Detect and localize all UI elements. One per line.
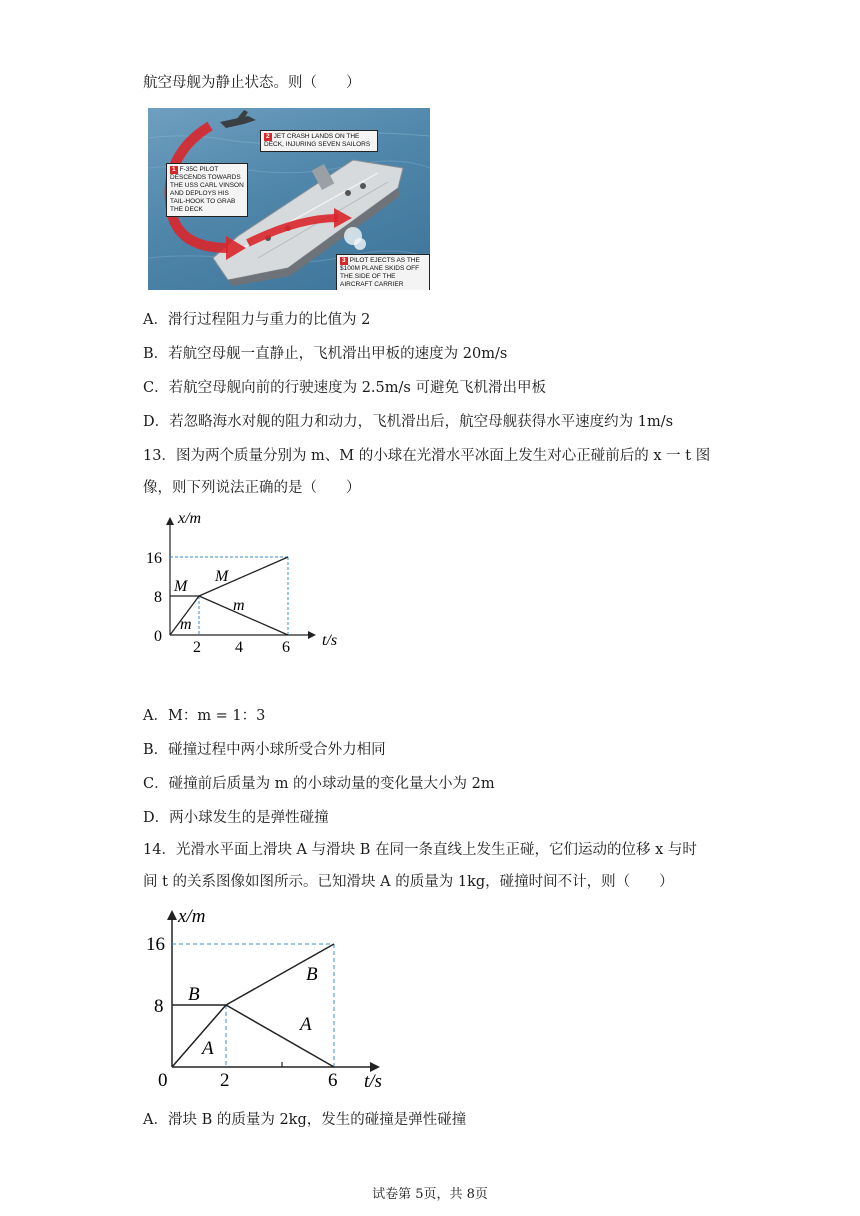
q14-x-axis-label: t/s bbox=[364, 1071, 382, 1092]
q13-label-M-before: M bbox=[174, 578, 188, 595]
photo-caption-3 bbox=[336, 254, 430, 290]
page-footer: 试卷第 5页，共 8页 bbox=[372, 1187, 488, 1202]
q14-x-tick-6: 6 bbox=[328, 1070, 338, 1091]
q12-option-d: D．若忽略海水对舰的阻力和动力，飞机滑出后，航空母舰获得水平速度约为 1m/s bbox=[143, 414, 674, 430]
q13-stem-line-1: 13．图为两个质量分别为 m、M 的小球在光滑水平冰面上发生对心正碰前后的 x 一 t 图 bbox=[143, 448, 711, 464]
q12-option-c: C．若航空母舰向前的行驶速度为 2.5m/s 可避免飞机滑出甲板 bbox=[143, 380, 546, 396]
q13-label-M-after: M bbox=[215, 568, 229, 585]
q13-y-arrow bbox=[166, 517, 174, 525]
q14-y-arrow bbox=[167, 910, 177, 920]
q13-option-b: B．碰撞过程中两小球所受合外力相同 bbox=[143, 742, 386, 758]
q14-line-B-after bbox=[226, 944, 334, 1005]
q13-x-tick-2: 2 bbox=[193, 639, 201, 656]
q14-y-tick-16: 16 bbox=[146, 934, 165, 955]
q12-stem-tail: 航空母舰为静止状态。则（ ） bbox=[143, 75, 361, 91]
q13-x-axis-label: t/s bbox=[322, 632, 338, 649]
q14-label-B-before: B bbox=[188, 984, 200, 1005]
photo-caption-2 bbox=[260, 130, 378, 152]
q14-y-tick-8: 8 bbox=[154, 996, 164, 1017]
q13-stem-line-2: 像，则下列说法正确的是（ ） bbox=[143, 480, 361, 496]
photo-caption-1 bbox=[166, 163, 248, 217]
q14-label-A-before: A bbox=[202, 1038, 214, 1059]
caption-1-text: F-35C PILOT DESCENDS TOWARDS THE USS CARL VINSON AND DEPLOYS HIS TAIL-HOOK TO GRAB THE DECK bbox=[170, 166, 244, 213]
q14-y-axis-label: x/m bbox=[178, 906, 206, 927]
q14-label-B-after: B bbox=[306, 964, 318, 985]
q13-y-tick-16: 16 bbox=[146, 550, 162, 567]
q13-option-c: C．碰撞前后质量为 m 的小球动量的变化量大小为 2m bbox=[143, 776, 495, 792]
q13-label-m-after: m bbox=[233, 597, 245, 614]
q13-y-axis-label: x/m bbox=[178, 510, 202, 527]
q13-xt-graph bbox=[140, 505, 360, 665]
q13-option-d: D．两小球发生的是弹性碰撞 bbox=[143, 810, 329, 826]
q13-option-a: A．M：m = 1：3 bbox=[143, 708, 266, 724]
caption-1-number: 1 bbox=[172, 166, 176, 173]
q14-label-A-after: A bbox=[300, 1014, 312, 1035]
q12-option-a: A．滑行过程阻力与重力的比值为 2 bbox=[143, 312, 371, 328]
carrier-crash-photo bbox=[148, 108, 430, 290]
q14-y-tick-0: 0 bbox=[158, 1070, 168, 1091]
q14-line-A-before bbox=[172, 1005, 226, 1067]
q13-line-M-after bbox=[199, 557, 288, 596]
q14-option-a: A．滑块 B 的质量为 2kg，发生的碰撞是弹性碰撞 bbox=[143, 1112, 467, 1128]
q13-x-tick-4: 4 bbox=[235, 639, 243, 656]
q13-x-arrow bbox=[308, 631, 316, 639]
caption-2-text: JET CRASH LANDS ON THE DECK, INJURING SEVEN SAILORS bbox=[264, 133, 371, 148]
caption-3-number: 3 bbox=[342, 257, 346, 264]
q14-stem-line-1: 14．光滑水平面上滑块 A 与滑块 B 在同一条直线上发生正碰，它们运动的位移 x 与时 bbox=[143, 842, 697, 858]
q13-label-m-before: m bbox=[180, 616, 192, 633]
caption-2-number: 2 bbox=[266, 133, 270, 140]
q12-option-b: B．若航空母舰一直静止，飞机滑出甲板的速度为 20m/s bbox=[143, 346, 508, 362]
q14-line-A-after bbox=[226, 1005, 334, 1067]
q13-x-tick-6: 6 bbox=[282, 639, 290, 656]
q14-x-tick-2: 2 bbox=[220, 1070, 230, 1091]
q14-xt-graph bbox=[140, 900, 400, 1095]
q13-y-tick-8: 8 bbox=[154, 589, 162, 606]
q13-y-tick-0: 0 bbox=[154, 628, 162, 645]
caption-3-text: PILOT EJECTS AS THE $100M PLANE SKIDS OFF THE SIDE OF THE AIRCRAFT CARRIER bbox=[340, 257, 420, 288]
q14-stem-line-2: 间 t 的关系图像如图所示。已知滑块 A 的质量为 1kg，碰撞时间不计，则（ ） bbox=[143, 874, 674, 890]
